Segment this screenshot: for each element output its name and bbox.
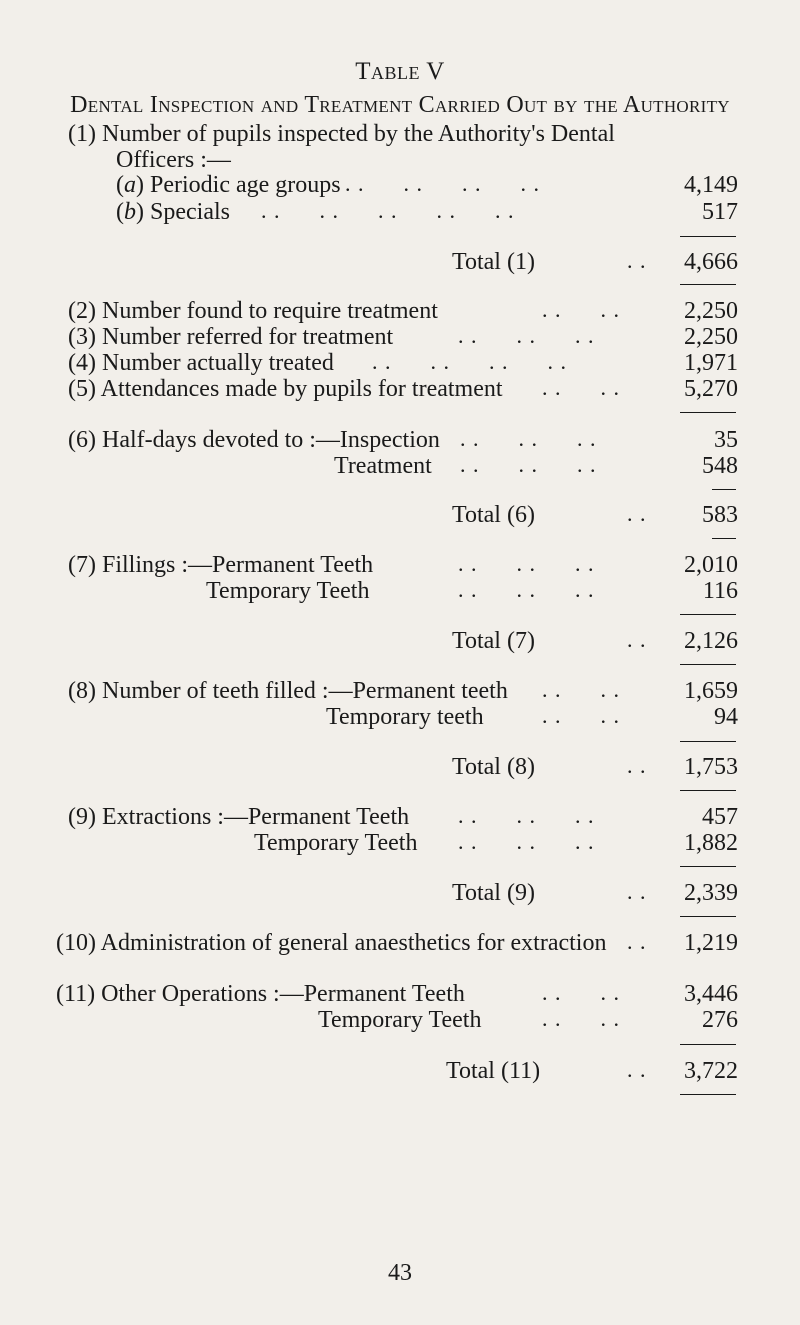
- item-8-value-1: 1,659: [684, 678, 738, 704]
- item-9-label-2: Temporary Teeth: [254, 830, 418, 856]
- rule: [680, 412, 736, 413]
- total-1-value: 4,666: [684, 249, 738, 275]
- item-1a-value: 4,149: [684, 172, 738, 198]
- rule: [680, 916, 736, 917]
- item-8-label-2: Temporary teeth: [326, 704, 484, 730]
- item-1-label-cont: Officers :—: [116, 147, 231, 173]
- rule: [680, 236, 736, 237]
- total-1-label: Total (1): [452, 249, 535, 275]
- rule: [680, 866, 736, 867]
- leader-dots: . . . .: [542, 703, 620, 728]
- leader-dots: . . . . . . . .: [345, 171, 540, 196]
- leader-dots: . . . . . .: [458, 323, 595, 348]
- leader-dots: . . . . . . . .: [372, 349, 567, 374]
- leader-dots: . . . .: [542, 980, 620, 1005]
- item-7-label-2: Temporary Teeth: [206, 578, 370, 604]
- leader-dots: . . . . . .: [460, 426, 597, 451]
- total-8-value: 1,753: [684, 754, 738, 780]
- item-3-label: (3) Number referred for treatment: [68, 324, 394, 350]
- item-1a-letter: a: [124, 172, 136, 198]
- rule: [712, 538, 736, 539]
- leader-dots: . . . .: [542, 1006, 620, 1031]
- leader-dots: . .: [627, 879, 647, 904]
- rule: [680, 664, 736, 665]
- item-2-label: (2) Number found to require treatment: [68, 298, 438, 324]
- item-11-label: (11) Other Operations :—Permanent Teeth: [56, 981, 465, 1007]
- leader-dots: . .: [627, 248, 647, 273]
- leader-dots: . . . .: [542, 375, 620, 400]
- item-7-value-1: 2,010: [684, 552, 738, 578]
- item-7-value-2: 116: [702, 578, 738, 604]
- rule: [712, 489, 736, 490]
- item-2-value: 2,250: [684, 298, 738, 324]
- item-4-value: 1,971: [684, 350, 738, 376]
- leader-dots: . . . . . .: [458, 577, 595, 602]
- table-title: Table V: [355, 58, 445, 85]
- item-9-value-1: 457: [702, 804, 738, 830]
- table-subtitle: Dental Inspection and Treatment Carried Out by the Authority: [70, 92, 730, 118]
- page-number: 43: [388, 1260, 412, 1286]
- item-11-label-2: Temporary Teeth: [318, 1007, 482, 1033]
- item-11-value-1: 3,446: [684, 981, 738, 1007]
- item-1b-row: (b) Specials: [116, 199, 230, 225]
- leader-dots: . .: [627, 627, 647, 652]
- item-1a-row: (a) Periodic age groups: [116, 172, 341, 198]
- item-6-value-2: 548: [702, 453, 738, 479]
- rule: [680, 614, 736, 615]
- leader-dots: . .: [627, 1057, 647, 1082]
- item-1-label: (1) Number of pupils inspected by the Authority's Dental: [68, 121, 615, 147]
- item-6-value-1: 35: [714, 427, 738, 453]
- leader-dots: . .: [627, 753, 647, 778]
- total-7-label: Total (7): [452, 628, 535, 654]
- item-1a-label: Periodic age groups: [150, 172, 341, 198]
- item-6-label: (6) Half-days devoted to :—Inspection: [68, 427, 440, 453]
- item-9-label: (9) Extractions :—Permanent Teeth: [68, 804, 410, 830]
- total-11-label: Total (11): [446, 1058, 541, 1084]
- leader-dots: . . . .: [542, 677, 620, 702]
- total-9-value: 2,339: [684, 880, 738, 906]
- total-9-label: Total (9): [452, 880, 535, 906]
- rule: [680, 284, 736, 285]
- item-8-value-2: 94: [714, 704, 738, 730]
- item-11-value-2: 276: [702, 1007, 738, 1033]
- item-4-label: (4) Number actually treated: [68, 350, 334, 376]
- item-7-label: (7) Fillings :—Permanent Teeth: [68, 552, 374, 578]
- rule: [680, 790, 736, 791]
- total-6-label: Total (6): [452, 502, 535, 528]
- total-7-value: 2,126: [684, 628, 738, 654]
- leader-dots: . . . . . .: [460, 452, 597, 477]
- item-1b-value: 517: [702, 199, 738, 225]
- rule: [680, 1044, 736, 1045]
- item-6-label-2: Treatment: [334, 453, 432, 479]
- leader-dots: . .: [627, 501, 647, 526]
- item-5-label: (5) Attendances made by pupils for treatment: [68, 376, 503, 402]
- item-3-value: 2,250: [684, 324, 738, 350]
- item-9-value-2: 1,882: [684, 830, 738, 856]
- item-1b-letter: b: [124, 199, 136, 225]
- total-8-label: Total (8): [452, 754, 535, 780]
- item-10-value: 1,219: [684, 930, 738, 956]
- leader-dots: . .: [627, 929, 647, 954]
- total-6-value: 583: [702, 502, 738, 528]
- item-8-label: (8) Number of teeth filled :—Permanent teeth: [68, 678, 508, 704]
- rule: [680, 741, 736, 742]
- leader-dots: . . . . . .: [458, 551, 595, 576]
- item-10-label: (10) Administration of general anaesthetics for extraction: [56, 930, 607, 956]
- leader-dots: . . . . . .: [458, 803, 595, 828]
- leader-dots: . . . .: [542, 297, 620, 322]
- item-1b-label: Specials: [150, 199, 230, 225]
- total-11-value: 3,722: [684, 1058, 738, 1084]
- leader-dots: . . . . . .: [458, 829, 595, 854]
- rule: [680, 1094, 736, 1095]
- item-5-value: 5,270: [684, 376, 738, 402]
- leader-dots: . . . . . . . . . .: [261, 198, 515, 223]
